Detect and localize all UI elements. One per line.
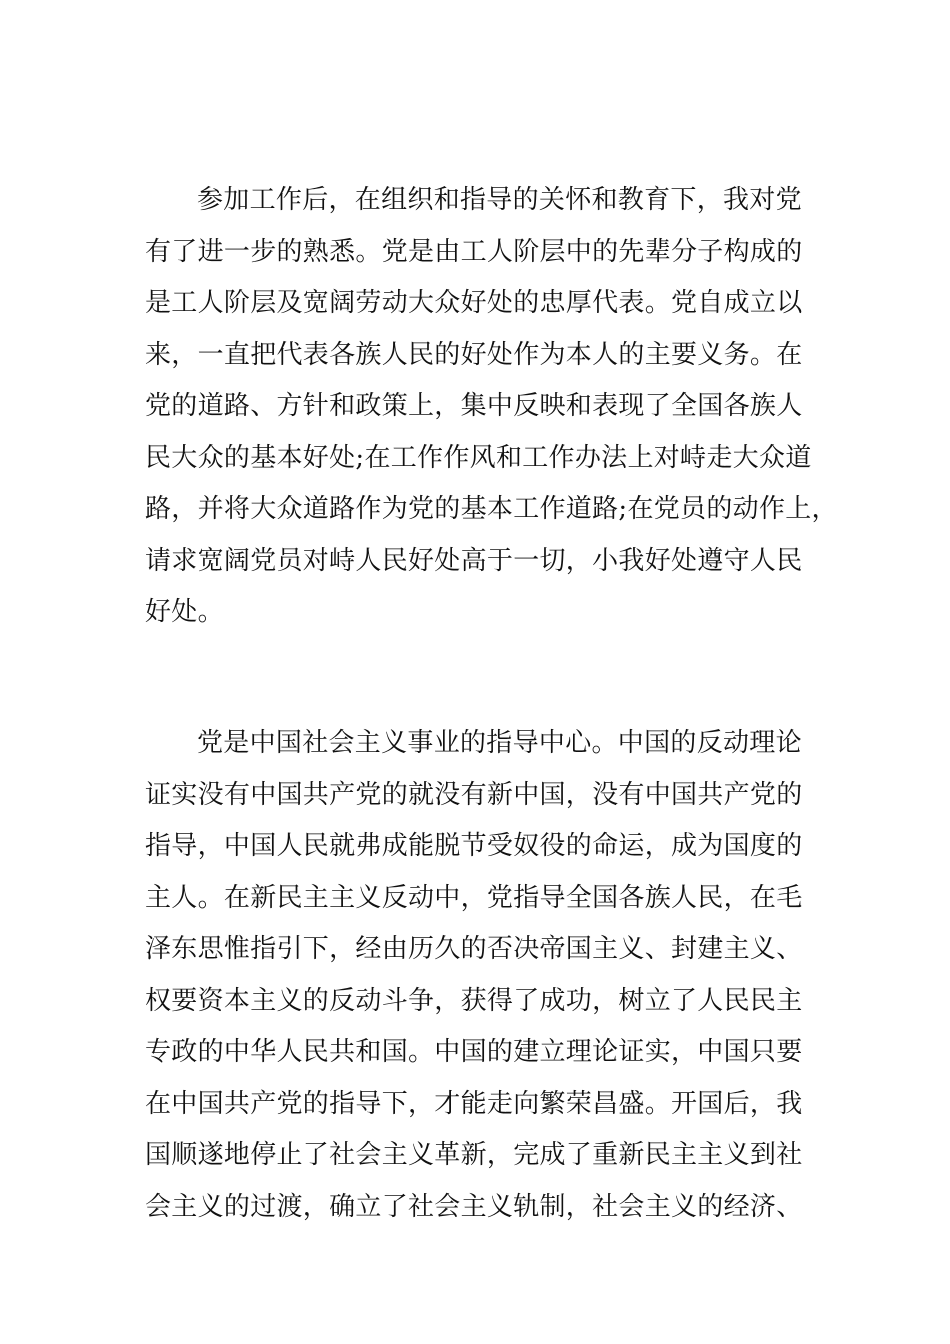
text-line: 来，一直把代表各族人民的好处作为本人的主要义务。在 <box>145 339 803 370</box>
text-line: 指导，中国人民就弗成能脱节受奴役的命运，成为国度的 <box>145 831 803 861</box>
text-line: 党的道路、方针和政策上，集中反映和表现了全国各族人 <box>145 391 803 421</box>
text-line: 是工人阶层及宽阔劳动大众好处的忠厚代表。党自成立以 <box>145 288 803 318</box>
text-line: 参加工作后，在组织和指导的关怀和教育下，我对党 <box>197 185 802 215</box>
text-line: 请求宽阔党员对峙人民好处高于一切，小我好处遵守人民 <box>145 545 803 576</box>
text-line: 国顺遂地停止了社会主义革新，完成了重新民主主义到社 <box>145 1140 803 1170</box>
text-line: 主人。在新民主主义反动中，党指导全国各族人民，在毛 <box>145 882 803 913</box>
text-line: 权要资本主义的反动斗争，获得了成功，树立了人民民主 <box>145 985 803 1016</box>
text-line: 党是中国社会主义事业的指导中心。中国的反动理论 <box>197 728 802 758</box>
text-line: 好处。 <box>145 597 224 627</box>
text-line: 会主义的过渡，确立了社会主义轨制，社会主义的经济、 <box>145 1191 803 1222</box>
text-line: 在中国共产党的指导下，才能走向繁荣昌盛。开国后，我 <box>145 1088 803 1119</box>
text-line: 有了进一步的熟悉。党是由工人阶层中的先辈分子构成的 <box>145 236 803 267</box>
text-line: 民大众的基本好处;在工作作风和工作办法上对峙走大众道 <box>145 442 812 473</box>
text-line: 专政的中华人民共和国。中国的建立理论证实，中国只要 <box>145 1037 803 1067</box>
text-line: 路，并将大众道路作为党的基本工作道路;在党员的动作上， <box>145 494 838 524</box>
text-line: 证实没有中国共产党的就没有新中国，没有中国共产党的 <box>145 779 803 810</box>
paragraph-1 <box>145 175 845 639</box>
paragraph-2 <box>145 718 845 1233</box>
text-line: 泽东思惟指引下，经由历久的否决帝国主义、封建主义、 <box>145 934 803 964</box>
